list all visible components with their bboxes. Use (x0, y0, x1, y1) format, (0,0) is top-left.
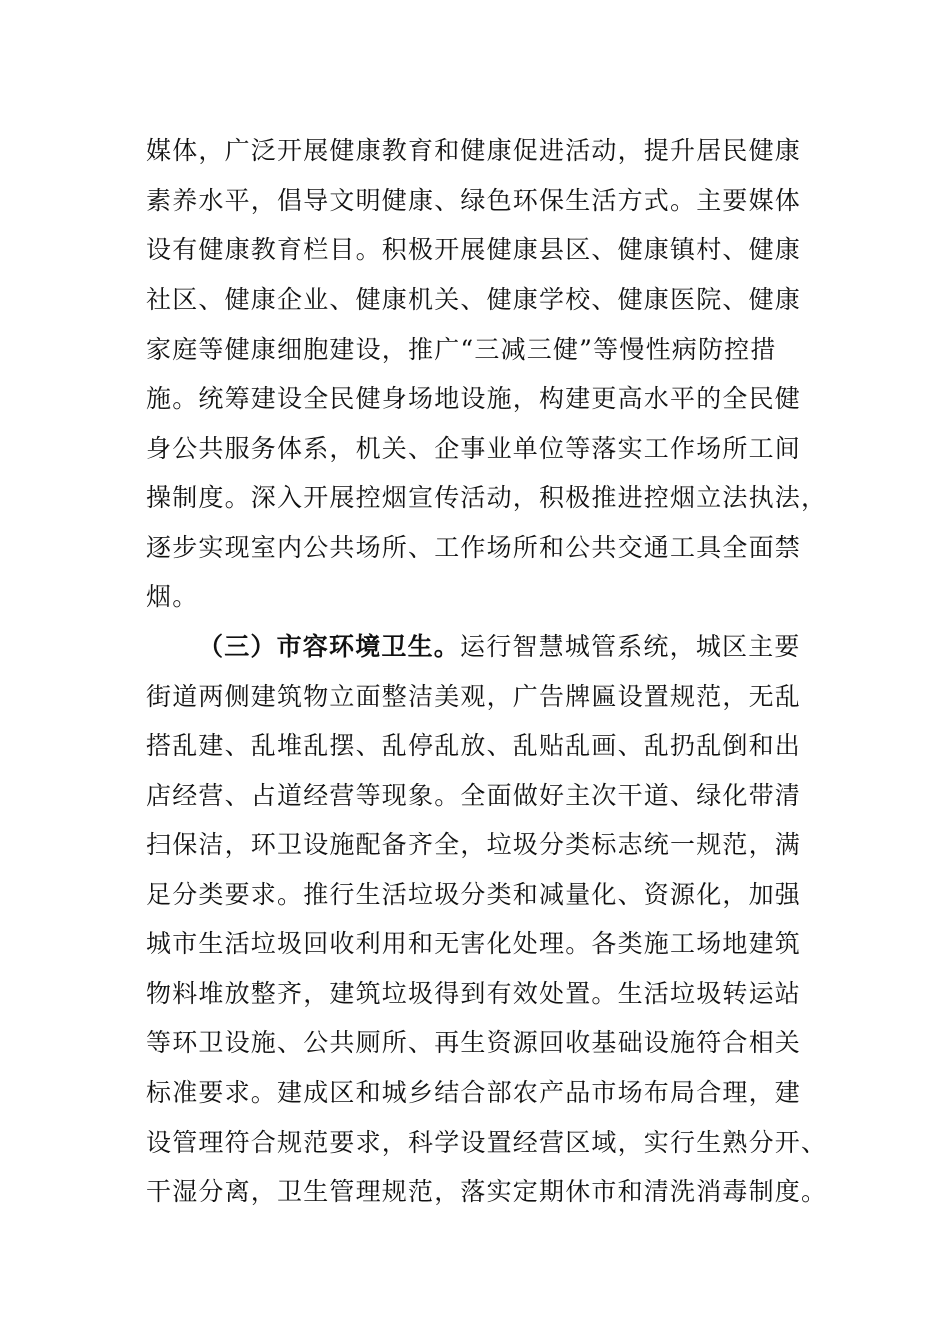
paragraph-line: 搭乱建、乱堆乱摆、乱停乱放、乱贴乱画、乱扔乱倒和出 (146, 731, 802, 760)
paragraph-line: 物料堆放整齐，建筑垃圾得到有效处置。生活垃圾转运站 (146, 979, 802, 1008)
paragraph-line: 等环卫设施、公共厕所、再生资源回收基础设施符合相关 (146, 1028, 802, 1057)
paragraph-line: 烟。 (146, 582, 199, 611)
paragraph-line: 街道两侧建筑物立面整洁美观，广告牌匾设置规范，无乱 (146, 682, 802, 711)
paragraph-line: 标准要求。建成区和城乡结合部农产品市场布局合理，建 (146, 1078, 802, 1107)
paragraph-line: 城市生活垃圾回收利用和无害化处理。各类施工场地建筑 (146, 929, 802, 958)
paragraph-line: 设有健康教育栏目。积极开展健康县区、健康镇村、健康 (146, 235, 802, 264)
paragraph-line: 足分类要求。推行生活垃圾分类和减量化、资源化，加强 (146, 880, 802, 909)
paragraph-line: 家庭等健康细胞建设，推广“三减三健”等慢性病防控措 (146, 335, 777, 364)
section-first-line (198, 632, 801, 662)
paragraph-line: 逐步实现室内公共场所、工作场所和公共交通工具全面禁 (146, 533, 802, 562)
paragraph-line: 媒体，广泛开展健康教育和健康促进活动，提升居民健康 (146, 136, 802, 165)
paragraph-line: 扫保洁，环卫设施配备齐全，垃圾分类标志统一规范，满 (146, 830, 802, 859)
paragraph-line: 身公共服务体系，机关、企事业单位等落实工作场所工间 (146, 434, 802, 463)
paragraph-line: 店经营、占道经营等现象。全面做好主次干道、绿化带清 (146, 781, 802, 810)
paragraph-line: 干湿分离，卫生管理规范，落实定期休市和清洗消毒制度。 (146, 1177, 828, 1206)
section-heading-continuation: 运行智慧城管系统，城区主要 (460, 632, 801, 661)
paragraph-line: 施。统筹建设全民健身场地设施，构建更高水平的全民健 (146, 384, 802, 413)
paragraph-line: 社区、健康企业、健康机关、健康学校、健康医院、健康 (146, 285, 802, 314)
paragraph-line: 操制度。深入开展控烟宣传活动，积极推进控烟立法执法， (146, 483, 828, 512)
paragraph-line: 设管理符合规范要求，科学设置经营区域，实行生熟分开、 (146, 1128, 828, 1157)
paragraph-line: 素养水平，倡导文明健康、绿色环保生活方式。主要媒体 (146, 186, 802, 215)
section-heading: （三）市容环境卫生。 (198, 632, 461, 661)
